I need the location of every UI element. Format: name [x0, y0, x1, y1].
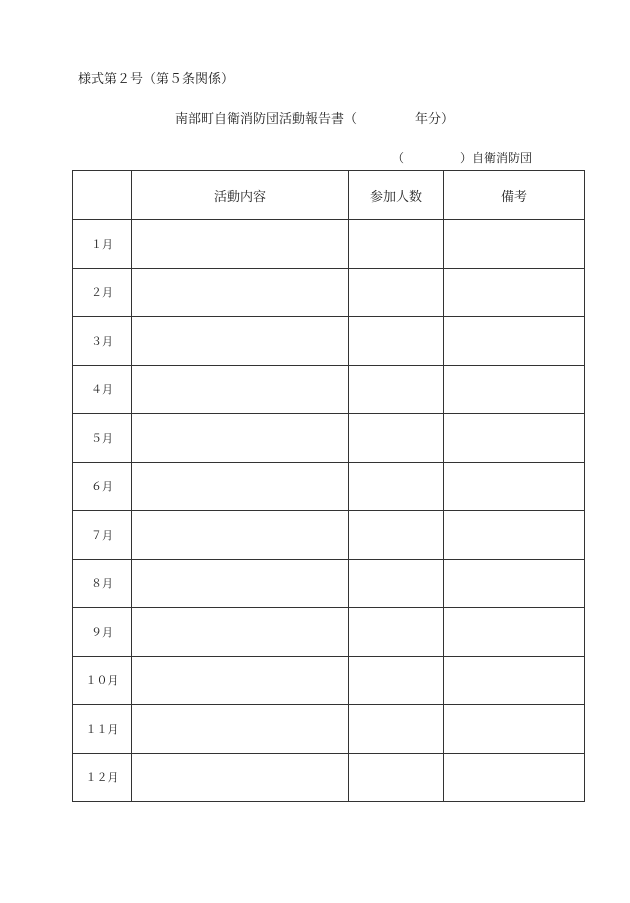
table-row: [73, 462, 585, 511]
activity-report-table: [72, 170, 585, 802]
participants-cell[interactable]: [349, 559, 444, 608]
header-row: [73, 171, 585, 220]
organization-name-label: ）自衛消防団: [460, 151, 533, 165]
remarks-cell[interactable]: [444, 365, 585, 414]
participants-cell[interactable]: [349, 317, 444, 366]
table-row: [73, 317, 585, 366]
remarks-cell[interactable]: [444, 753, 585, 802]
remarks-cell[interactable]: [444, 559, 585, 608]
month-cell: ５月: [73, 414, 132, 463]
activity-cell[interactable]: [132, 656, 349, 705]
table-row: [73, 656, 585, 705]
report-title-year-suffix: 年分）: [415, 112, 455, 127]
month-cell: ９月: [73, 608, 132, 657]
participants-cell[interactable]: [349, 656, 444, 705]
remarks-cell[interactable]: [444, 220, 585, 269]
table-row: [73, 753, 585, 802]
activity-cell[interactable]: [132, 511, 349, 560]
remarks-cell[interactable]: [444, 268, 585, 317]
remarks-cell[interactable]: [444, 462, 585, 511]
month-cell: ６月: [73, 462, 132, 511]
activity-cell[interactable]: [132, 220, 349, 269]
activity-cell[interactable]: [132, 462, 349, 511]
month-cell: ４月: [73, 365, 132, 414]
activity-cell[interactable]: [132, 268, 349, 317]
header-remarks: 備考: [444, 171, 585, 220]
participants-cell[interactable]: [349, 511, 444, 560]
table-body: [73, 220, 585, 802]
month-cell: １２月: [73, 753, 132, 802]
month-cell: ２月: [73, 268, 132, 317]
month-cell: ３月: [73, 317, 132, 366]
participants-cell[interactable]: [349, 753, 444, 802]
remarks-cell[interactable]: [444, 317, 585, 366]
participants-cell[interactable]: [349, 608, 444, 657]
organization-open-paren: （: [392, 151, 405, 165]
participants-cell[interactable]: [349, 705, 444, 754]
remarks-cell[interactable]: [444, 511, 585, 560]
participants-cell[interactable]: [349, 462, 444, 511]
remarks-cell[interactable]: [444, 705, 585, 754]
table-row: [73, 220, 585, 269]
report-title-main: 南部町自衛消防団活動報告書（: [175, 112, 358, 127]
table-row: [73, 705, 585, 754]
header-activity: 活動内容: [132, 171, 349, 220]
activity-cell[interactable]: [132, 317, 349, 366]
activity-cell[interactable]: [132, 365, 349, 414]
header-participants: 参加人数: [349, 171, 444, 220]
participants-cell[interactable]: [349, 365, 444, 414]
table-row: [73, 608, 585, 657]
table-row: [73, 365, 585, 414]
participants-cell[interactable]: [349, 414, 444, 463]
form-number-label: 様式第２号（第５条関係）: [78, 72, 235, 87]
month-cell: １０月: [73, 656, 132, 705]
month-cell: １月: [73, 220, 132, 269]
activity-cell[interactable]: [132, 705, 349, 754]
month-cell: ７月: [73, 511, 132, 560]
table-row: [73, 511, 585, 560]
table-header: [73, 171, 585, 220]
remarks-cell[interactable]: [444, 656, 585, 705]
activity-cell[interactable]: [132, 608, 349, 657]
table-row: [73, 414, 585, 463]
header-month: [73, 171, 132, 220]
organization-line: [392, 150, 533, 166]
remarks-cell[interactable]: [444, 608, 585, 657]
table-row: [73, 559, 585, 608]
report-title: [175, 111, 455, 129]
table-row: [73, 268, 585, 317]
participants-cell[interactable]: [349, 220, 444, 269]
activity-cell[interactable]: [132, 753, 349, 802]
month-cell: ８月: [73, 559, 132, 608]
remarks-cell[interactable]: [444, 414, 585, 463]
participants-cell[interactable]: [349, 268, 444, 317]
activity-cell[interactable]: [132, 559, 349, 608]
month-cell: １１月: [73, 705, 132, 754]
activity-cell[interactable]: [132, 414, 349, 463]
